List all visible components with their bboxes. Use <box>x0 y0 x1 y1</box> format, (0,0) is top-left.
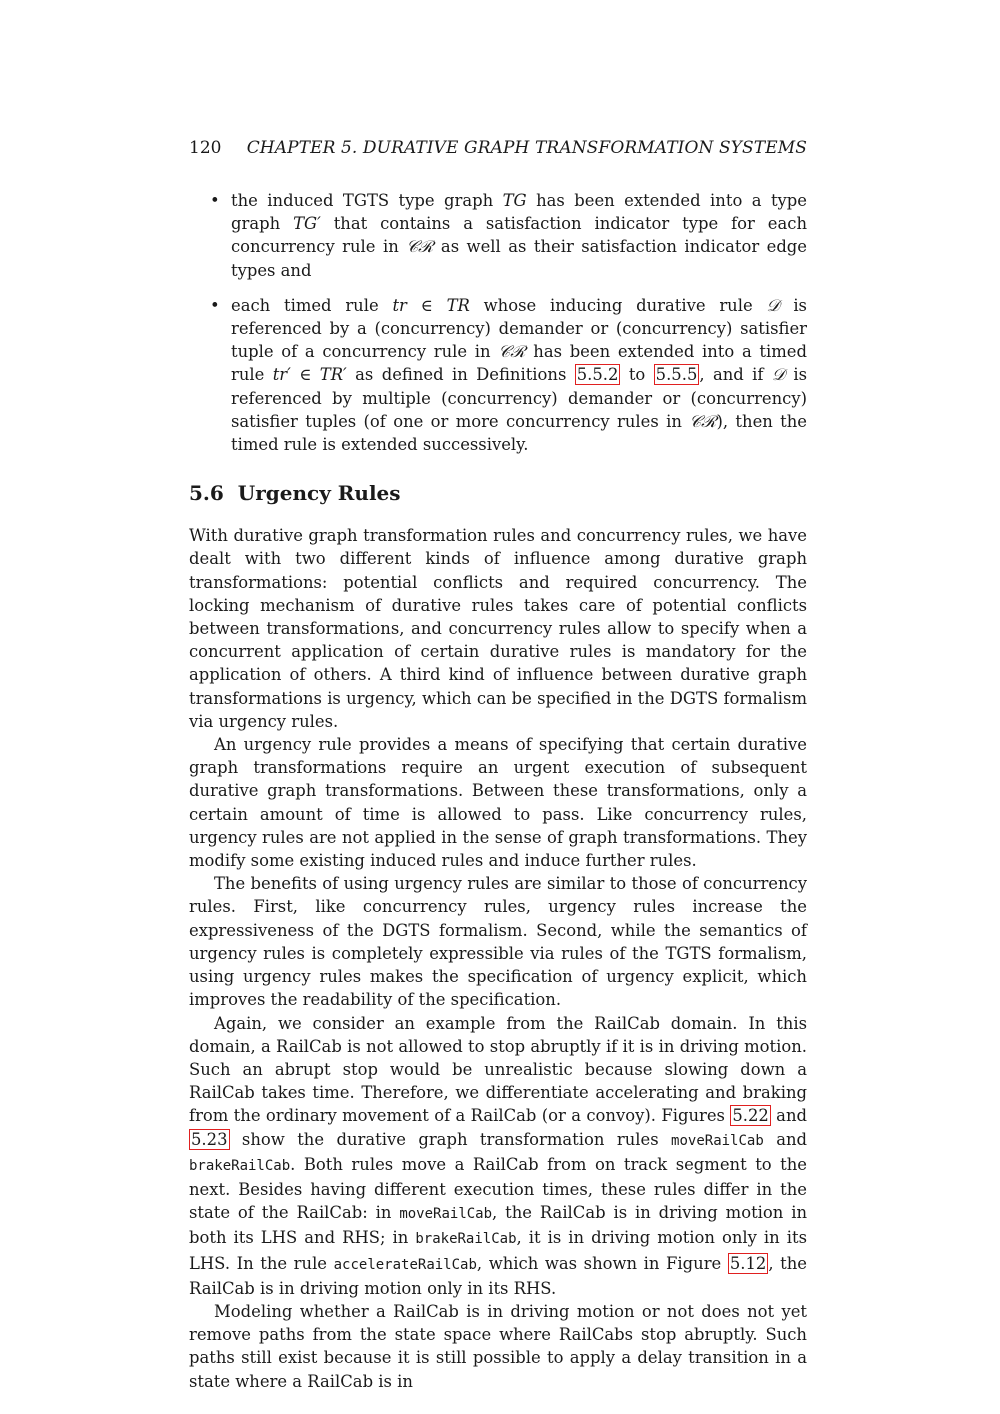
text-span: whose inducing durative rule <box>469 295 767 315</box>
ref-link-figure-5-23[interactable]: 5.23 <box>191 1129 228 1149</box>
text-span: that contains a satisfaction indicator type for each concurrency rule in <box>231 214 807 257</box>
chapter-title: CHAPTER 5. DURATIVE GRAPH TRANSFORMATION SYSTEMS <box>246 138 807 158</box>
text-span: ∈ <box>290 365 320 385</box>
paragraph: The benefits of using urgency rules are similar to those of concurrency rules. First, like concurrency rules, urgency rules increase the expressiveness of the DGTS formalism. Second, while the semantics of urgency rules is completely expressible via rules of the TGTS formalism, using urgency rules makes the specification of urgency explicit, which improves the readability of the specification. <box>189 874 807 1010</box>
text-span: and <box>763 1129 808 1149</box>
code-identifier: moveRailCab <box>399 1206 493 1223</box>
ref-link-figure-5-12[interactable]: 5.12 <box>729 1253 767 1273</box>
running-header <box>189 137 807 159</box>
bullet-dot-icon: • <box>210 295 220 315</box>
math-symbol: TG′ <box>293 214 321 234</box>
math-symbol: TR′ <box>319 365 347 385</box>
paragraph: With durative graph transformation rules and concurrency rules, we have dealt with two different kinds of influence among durative graph transformations: potential conflicts and required concurrency. The locking mechanism of durative rules takes care of potential conflicts between transformations, and concurrency rules allow to specify when a concurrent application of certain durative rules is mandatory for the application of others. A third kind of influence between durative graph transformations is urgency, which can be specified in the DGTS formalism via urgency rules. <box>189 526 807 731</box>
text-span: show the durative graph transformation rules <box>229 1129 672 1149</box>
ref-link-figure-5-22[interactable]: 5.22 <box>732 1106 769 1126</box>
ref-link-definition-5-5-5[interactable]: 5.5.5 <box>655 365 698 385</box>
math-symbol: TG <box>502 191 527 210</box>
text-span: has been extended into a timed rule <box>231 342 807 385</box>
code-identifier: brakeRailCab <box>189 1157 291 1174</box>
text-span: as well as their satisfaction indicator edge types and <box>231 237 807 280</box>
math-symbol: 𝒟 <box>771 365 785 385</box>
bullet-item-type-graph <box>189 189 807 282</box>
text-span: is referenced by multiple (concurrency) demander or (concurrency) satisfier tuples (of one or more concurrency rules in <box>231 365 807 431</box>
text-span: to <box>620 365 654 385</box>
text-span: ), then the timed rule is extended successively. <box>231 411 807 455</box>
text-span: the induced TGTS type graph <box>231 191 503 210</box>
math-symbol: 𝒞ℛ <box>406 237 434 257</box>
paragraph: An urgency rule provides a means of specifying that certain durative graph transformations require an urgent execution of subsequent durative graph transformations. Between these transformations, only a certain amount of time is allowed to pass. Like concurrency rules, urgency rules are not applied in the sense of graph transformations. They modify some existing induced rules and induce further rules. <box>189 735 807 871</box>
main-content <box>189 189 807 1393</box>
text-span: , and if <box>699 365 772 385</box>
ref-link-definition-5-5-2[interactable]: 5.5.2 <box>576 365 619 385</box>
math-symbol: tr′ <box>272 365 291 385</box>
text-span: Again, we consider an example from the RailCab domain. In this domain, a RailCab is not allowed to stop abruptly if it is in driving motion. Such an abrupt stop would be unrealistic because slowing down a RailCab takes time. Therefore, we differentiate accelerating and braking from the ordinary movement of a RailCab (or a convoy). Figures <box>189 1013 807 1126</box>
text-span: each timed rule <box>231 295 393 315</box>
section-heading <box>189 480 807 506</box>
math-symbol: 𝒞ℛ <box>498 342 526 362</box>
math-symbol: 𝒟 <box>766 295 780 315</box>
code-identifier: accelerateRailCab <box>333 1256 477 1273</box>
math-symbol: TR <box>446 295 470 315</box>
text-span: as defined in Definitions <box>346 365 575 385</box>
section-title: Urgency Rules <box>237 481 401 506</box>
bullet-dot-icon: • <box>210 191 220 210</box>
text-span: ∈ <box>406 295 447 315</box>
text-span: . Both rules move a RailCab from on track segment to the next. Besides having different execution times, these rules differ in the state of the RailCab: in <box>189 1154 807 1223</box>
text-span: , which was shown in Figure <box>476 1253 728 1273</box>
text-span: , the RailCab is in driving motion only in its RHS. <box>189 1253 808 1298</box>
text-span: is referenced by a (concurrency) demander or (concurrency) satisfier tuple of a concurrency rule in <box>231 295 807 362</box>
bullet-item-timed-rule <box>189 294 807 456</box>
text-span: , it is in driving motion only in its LHS. In the rule <box>189 1228 808 1273</box>
page-number: 120 <box>189 138 222 158</box>
math-symbol: 𝒞ℛ <box>689 411 717 431</box>
code-identifier: moveRailCab <box>671 1132 764 1149</box>
paragraph: Modeling whether a RailCab is in driving motion or not does not yet remove paths from the state space where RailCabs stop abruptly. Such paths still exist because it is still possible to apply a delay transition in a state where a RailCab is in <box>189 1301 807 1391</box>
code-identifier: brakeRailCab <box>415 1231 517 1248</box>
text-span: and <box>770 1106 807 1126</box>
bullet-list <box>189 189 807 456</box>
section-number: 5.6 <box>189 481 224 506</box>
text-span: , the RailCab is in driving motion in both its LHS and RHS; in <box>189 1203 808 1248</box>
paragraph-railcab-example <box>189 1012 807 1300</box>
math-symbol: tr <box>392 295 407 315</box>
text-span: has been extended into a type graph <box>231 191 807 234</box>
